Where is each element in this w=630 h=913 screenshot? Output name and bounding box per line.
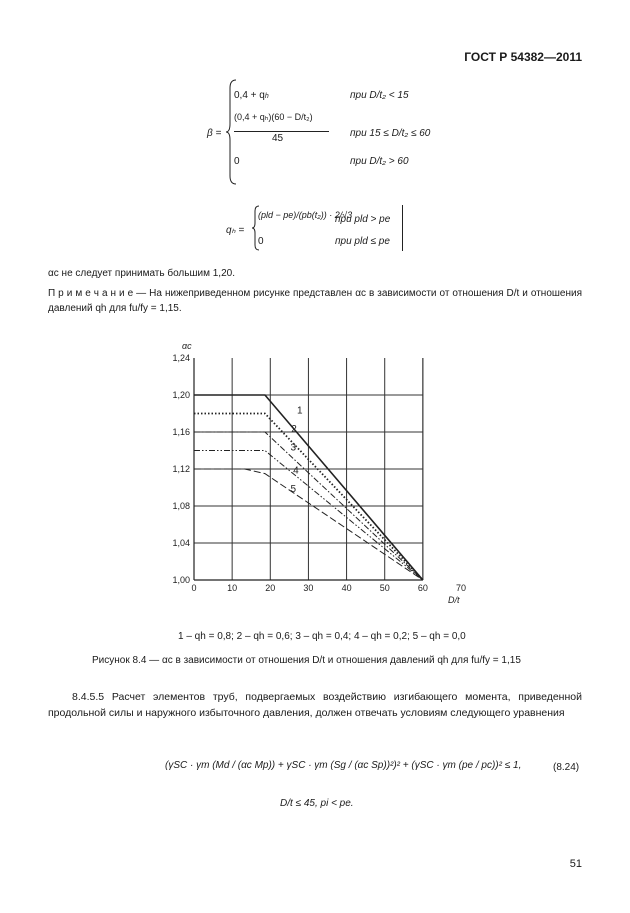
- x-tick-label: 30: [303, 583, 314, 593]
- y-tick-label: 1,16: [172, 427, 190, 437]
- qh-case2-cond: при pld ≤ pe: [335, 236, 390, 247]
- y-tick-label: 1,12: [172, 464, 190, 474]
- x-tick-label: 60: [417, 583, 428, 593]
- equation-8-24: (γSC · γm (Md / (αc Mp)) + γSC · γm (Sg / (αc Sp))²)² + (γSC · γm (pe / pc))² ≤ 1,: [165, 760, 522, 771]
- beta-case1-cond: при D/t₂ < 15: [350, 90, 409, 101]
- y-axis-label: αc: [182, 341, 192, 351]
- note-text: — На нижеприведенном рисунке представлен αc в зависимости от отношения D/t и отношения давлений qh для fu/fy = 1,15.: [48, 288, 582, 314]
- y-tick-label: 1,08: [172, 501, 190, 511]
- beta-case2-cond: при 15 ≤ D/t₂ ≤ 60: [350, 128, 431, 139]
- x-tick-label: 10: [227, 583, 238, 593]
- curve-label-1: 1: [296, 405, 303, 417]
- y-tick-label: 1,04: [172, 538, 190, 548]
- curve-label-5: 5: [290, 484, 297, 496]
- beta-case2-denominator: 45: [272, 133, 284, 144]
- curve-label-4: 4: [293, 465, 299, 477]
- page-number: 51: [569, 858, 582, 870]
- beta-lhs: β =: [207, 128, 222, 139]
- note-paragraph: [48, 286, 582, 316]
- note-label: П р и м е ч а н и е: [48, 288, 134, 299]
- chart-legend: 1 – qh = 0,8; 2 – qh = 0,6; 3 – qh = 0,4; 4 – qh = 0,2; 5 – qh = 0,0: [178, 631, 466, 642]
- beta-case3-expr: 0: [234, 156, 240, 167]
- condition-text: D/t ≤ 45, pi < pe.: [280, 798, 354, 809]
- qh-bar: [402, 205, 403, 251]
- document-code: ГОСТ Р 54382—2011: [464, 50, 582, 64]
- x-tick-label: 20: [265, 583, 276, 593]
- qh-case1-expr: (pld − pe)/(pb(t₂)) · 2/√3: [258, 210, 353, 220]
- beta-case3-cond: при D/t₂ > 60: [350, 156, 409, 167]
- figure-caption: Рисунок 8.4 — αc в зависимости от отношения D/t и отношения давлений qh для fu/fy = 1,15: [92, 655, 521, 666]
- x-axis-label: D/t: [448, 595, 460, 605]
- qh-case1-cond: при pld > pe: [335, 214, 391, 225]
- alpha-limit-text: αc не следует принимать большим 1,20.: [48, 268, 235, 279]
- equation-number: (8.24): [553, 762, 580, 773]
- x-tick-label: 40: [341, 583, 352, 593]
- qh-case2-expr: 0: [258, 236, 264, 247]
- fraction-line: [234, 131, 329, 132]
- beta-case2-numerator: (0,4 + qₕ)(60 − D/t₂): [234, 112, 313, 122]
- x-tick-label: 0: [191, 583, 197, 593]
- y-tick-label: 1,24: [172, 353, 190, 363]
- curve-label-3: 3: [290, 442, 297, 454]
- x-tick-label: 70: [455, 583, 467, 593]
- y-tick-label: 1,20: [172, 390, 190, 400]
- x-tick-label: 50: [379, 583, 390, 593]
- y-tick-label: 1,00: [172, 575, 190, 585]
- section-paragraph: 8.4.5.5 Расчет элементов труб, подвергаемых воздействию изгибающего момента, приведенной продольной силы и наружного избыточного давления, должен отвечать условиям следующего уравнения: [48, 691, 582, 719]
- qh-lhs: qₕ =: [226, 225, 245, 236]
- alpha-chart: [150, 335, 480, 615]
- curve-label-2: 2: [291, 424, 297, 435]
- beta-case1-expr: 0,4 + qh: [234, 90, 269, 101]
